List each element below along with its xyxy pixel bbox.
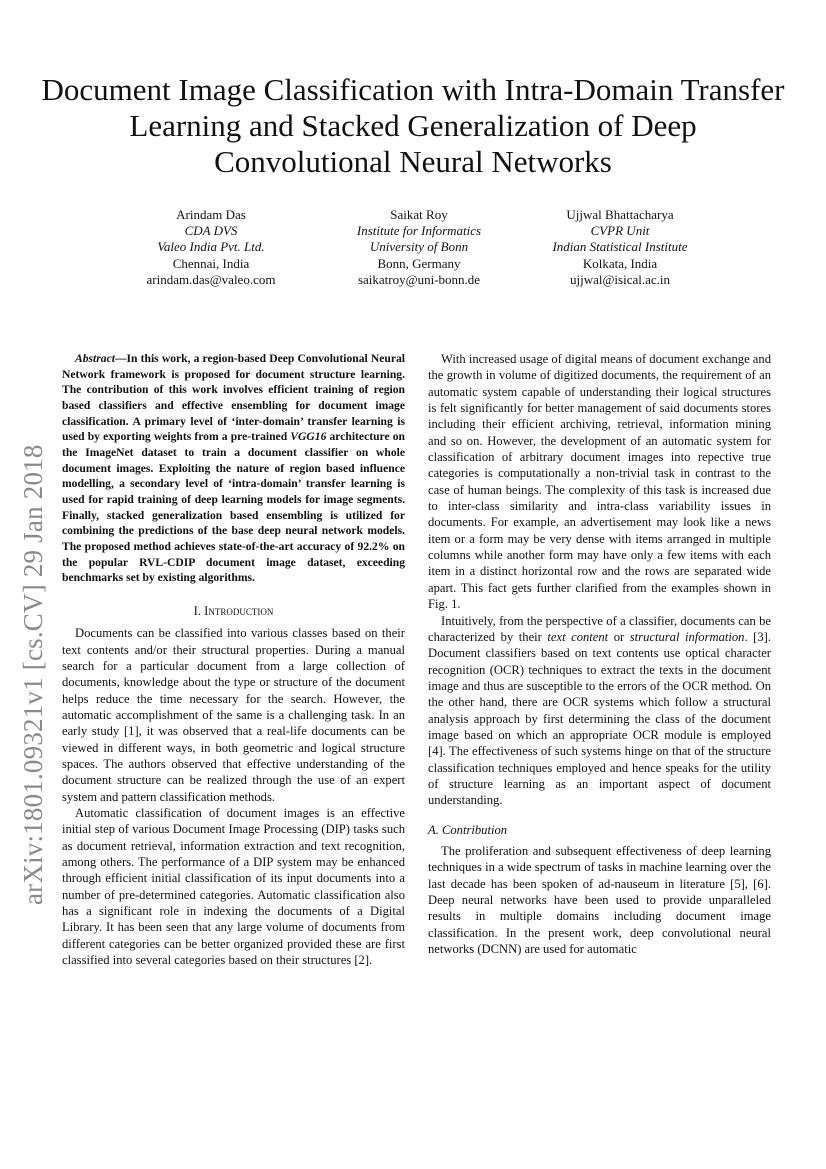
author-dept: Institute for Informatics xyxy=(356,223,482,239)
abstract-emphasis: VGG16 xyxy=(290,430,327,444)
text: or xyxy=(608,629,630,644)
author-org: University of Bonn xyxy=(369,239,469,255)
left-column xyxy=(62,351,405,968)
author-block xyxy=(96,207,326,288)
author-block xyxy=(304,207,534,288)
emphasis: text content xyxy=(547,629,609,644)
paragraph: With increased usage of digital means of document exchange and the growth in volume of digitized documents, the requirement of an automatic system capable of understanding their logical structures is felt significantly for better management of said documents stores including their efficient archiving, retrieval, information mining and so on. However, the development of an automatic system for classification of arbitrary document images into repective true categories is computationally a non-trivial task in contrast to the case of human beings. The complexity of this task is increased due to inter-class similarity and intra-class variability issues in documents. For example, an advertisement may look like a news item or a form may be very dense with items arranged in multiple columns while another form may have only a few items with each item in a distinct horizontal row and the rows are separated wide apart. This fact gets further clarified from the examples shown in Fig. 1. xyxy=(428,352,771,612)
author-location: Bonn, Germany xyxy=(377,255,461,271)
author-name: Saikat Roy xyxy=(390,207,448,222)
author-email: ujjwal@isical.ac.in xyxy=(569,271,671,287)
author-dept: CDA DVS xyxy=(184,223,238,239)
author-location: Chennai, India xyxy=(172,255,250,271)
author-name: Arindam Das xyxy=(176,207,246,222)
abstract-text: —In this work, a region-based Deep Convolutional Neural Network framework is proposed for document structure learning. The contribution of this work involves efficient training of region based classifiers and effective ensembling for document image classification. A primary level of ‘inter-domain’ transfer learning is used by exporting weights from a pre-trained xyxy=(62,352,405,444)
text: Intuitively, from the perspective of a classifier, documents can be characterized by their xyxy=(428,613,771,644)
author-block xyxy=(505,207,735,288)
abstract-text: architecture on the ImageNet dataset to train a document classifier on whole document images. Exploiting the nature of region based influence modelling, a secondary level of ‘intra-domain’ transfer learning is used for rapid training of deep learning models for image segments. Finally, stacked generalization based ensembling is utilized for combining the predictions of the base deep neural network models. The proposed method achieves state-of-the-art accuracy of 92.2% on the popular RVL-CDIP document image dataset, exceeding benchmarks set by existing algorithms. xyxy=(62,430,405,585)
author-org: Valeo India Pvt. Ltd. xyxy=(157,239,265,255)
author-dept: CVPR Unit xyxy=(590,223,650,239)
emphasis: structural information xyxy=(629,629,745,644)
author-location: Kolkata, India xyxy=(582,255,658,271)
author-email: saikatroy@uni-bonn.de xyxy=(357,271,481,287)
paragraph: Automatic classification of document images is an effective initial step of various Document Image Processing (DIP) tasks such as document retrieval, information extraction and text recognition, among others. The performance of a DIP system may be enhanced through efficient initial classification of its input documents into a number of pre-determined categories. Automatic classification also has a significant role in indexing the documents of a Digital Library. It has been seen that any large volume of documents from different categories can be better organized provided these are first classified into several categories based on their structures [2]. xyxy=(62,805,405,968)
paragraph xyxy=(428,613,771,809)
text: . [3]. Document classifiers based on text contents use optical character recognition (OCR) techniques to extract the texts in the document image and thus are susceptible to the errors of the OCR method. On the other hand, there are OCR systems which follow a structural analysis approach by first determining the class of the document image based on which an appropriate OCR module is employed [4]. The effectiveness of such systems hinge on that of the structure classification techniques employed and hence speaks for the utility of structure learning as an important aspect of document understanding. xyxy=(428,629,771,808)
abstract-label: Abstract xyxy=(75,352,115,365)
paragraph: The proliferation and subsequent effectiveness of deep learning techniques in a wide spectrum of tasks in machine learning over the last decade has been spoken of ad-nauseum in literature [5], [6]. Deep neural networks have been used to provide unparalleled results in multiple domains including document image classification. In the present work, deep convolutional neural networks (DCNN) are used for automatic xyxy=(428,843,771,957)
paper-title: Document Image Classification with Intra-Domain Transfer Learning and Stacked Generalization of Deep Convolutional Neural Networks xyxy=(41,72,785,179)
section-heading: I. Introduction xyxy=(193,603,274,618)
author-name: Ujjwal Bhattacharya xyxy=(566,207,674,222)
paragraph: Documents can be classified into various classes based on their text contents and/or their structural properties. During a manual search for a particular document from a large collection of documents, knowledge about the type or structure of the document helps reduce the time necessary for the search. However, the automatic accomplishment of the same is a challenging task. In an early study [1], it was observed that a real-life documents can be viewed in different ways, in both geometric and logical structure spaces. The authors observed that effective understanding of the document structure can be realized through the use of an expert system and pattern classification methods. xyxy=(62,626,405,804)
right-column xyxy=(428,351,771,957)
arxiv-stamp: arXiv:1801.09321v1 [cs.CV] 29 Jan 2018 xyxy=(18,444,48,905)
abstract xyxy=(62,351,405,586)
author-email: arindam.das@valeo.com xyxy=(146,271,276,287)
author-org: Indian Statistical Institute xyxy=(552,239,688,255)
subsection-heading: A. Contribution xyxy=(428,822,508,837)
